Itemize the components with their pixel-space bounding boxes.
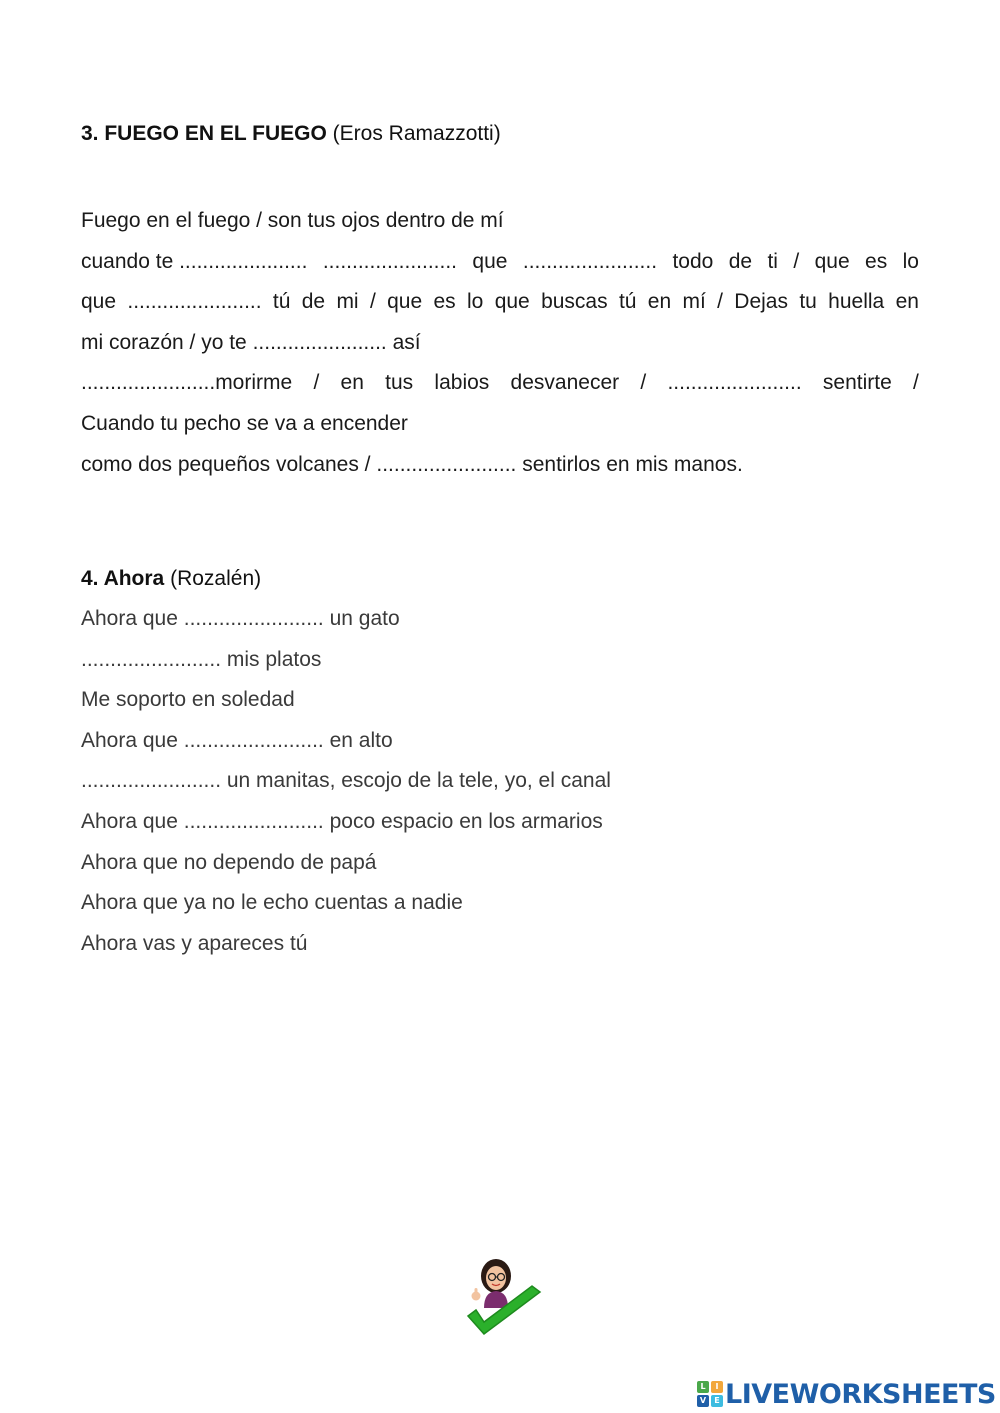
lyric-blank: ....................... — [127, 290, 262, 314]
lyric-word: desvanecer — [510, 371, 620, 395]
lyric-word: labios — [434, 371, 490, 395]
lyric-word: cuando te ...................... — [81, 249, 308, 273]
lyric-word: en — [895, 290, 919, 314]
lyric-line: mi corazón / yo te ....................... así — [81, 330, 421, 354]
lyric-line: Cuando tu pecho se va a encender — [81, 411, 408, 435]
lyric-blank: ....................... — [522, 249, 658, 273]
lyric-line: Ahora que no dependo de papá — [81, 850, 377, 874]
lyric-word: tú — [272, 290, 291, 314]
lyric-word: en — [647, 290, 672, 314]
lyric-word: Dejas — [734, 290, 788, 314]
section-4-artist: (Rozalén) — [170, 567, 262, 590]
section-3-artist: (Eros Ramazzotti) — [332, 122, 501, 145]
lyric-word: buscas — [541, 290, 608, 314]
lyric-line-justified — [81, 242, 919, 283]
section-4-title — [81, 565, 919, 593]
lyric-word: huella — [828, 290, 885, 314]
lyric-word: en — [340, 371, 364, 395]
lyric-word: mi — [336, 290, 359, 314]
lyric-word: que — [494, 290, 530, 314]
lyric-word: / — [369, 290, 376, 314]
lyric-line: Ahora vas y apareces tú — [81, 931, 308, 955]
lyric-word: que — [472, 249, 508, 273]
section-3-heading: 3. FUEGO EN EL FUEGO — [81, 122, 327, 145]
lyric-word: es — [865, 249, 888, 273]
lyric-word: tú — [618, 290, 637, 314]
lyric-line: como dos pequeños volcanes / ........................ sentirlos en mis manos. — [81, 452, 743, 476]
lyric-word: / — [793, 249, 800, 273]
lyric-word: ti — [767, 249, 778, 273]
lyric-word: que — [814, 249, 850, 273]
section-3-lyrics — [81, 201, 919, 485]
lyric-line: Ahora que ........................ en alto — [81, 728, 393, 752]
lyric-line: Ahora que ........................ poco espacio en los armarios — [81, 809, 603, 833]
lyric-word: / — [313, 371, 320, 395]
section-3 — [81, 120, 919, 485]
lyric-word: es — [433, 290, 456, 314]
section-3-title — [81, 120, 919, 148]
liveworksheets-grid-icon — [697, 1381, 723, 1407]
lyric-blank: ....................... — [667, 371, 802, 395]
logo-tile-v: V — [697, 1395, 709, 1407]
lyric-line: Fuego en el fuego / son tus ojos dentro de mí — [81, 209, 504, 232]
section-4-lyrics — [81, 599, 919, 964]
lyric-line: Me soporto en soledad — [81, 688, 295, 712]
lyric-line: Ahora que ya no le echo cuentas a nadie — [81, 891, 463, 915]
lyric-blank: ....................... — [322, 249, 458, 273]
lyric-word: que — [387, 290, 423, 314]
lyric-word: de — [301, 290, 326, 314]
lyric-word: lo — [902, 249, 919, 273]
liveworksheets-wordmark: LIVEWORKSHEETS — [725, 1378, 996, 1410]
lyric-word: sentirte — [822, 371, 892, 395]
lyric-word: / — [717, 290, 723, 314]
lyric-word: / — [640, 371, 647, 395]
lyric-line: ........................ mis platos — [81, 647, 322, 671]
lyric-word: .......................morirme — [81, 371, 293, 395]
section-4-heading: 4. Ahora — [81, 567, 165, 590]
liveworksheets-logo — [697, 1378, 996, 1410]
lyric-word: tu — [799, 290, 817, 314]
section-4 — [81, 565, 919, 964]
lyric-word: todo — [672, 249, 714, 273]
lyric-word: / — [913, 371, 919, 395]
logo-tile-l: L — [697, 1381, 709, 1393]
lyric-word: que — [81, 290, 117, 314]
logo-tile-e: E — [711, 1395, 723, 1407]
lyric-word: de — [728, 249, 753, 273]
finish-check-button[interactable] — [462, 1258, 546, 1348]
avatar-check-icon — [462, 1258, 546, 1348]
lyric-line-justified — [81, 282, 919, 323]
lyric-line: ........................ un manitas, escojo de la tele, yo, el canal — [81, 769, 611, 793]
lyric-word: tus — [385, 371, 414, 395]
lyric-word: lo — [467, 290, 484, 314]
lyric-line-justified — [81, 363, 919, 404]
lyric-word: mí — [682, 290, 706, 314]
logo-tile-i: I — [711, 1381, 723, 1393]
lyric-line: Ahora que ........................ un gato — [81, 607, 400, 630]
